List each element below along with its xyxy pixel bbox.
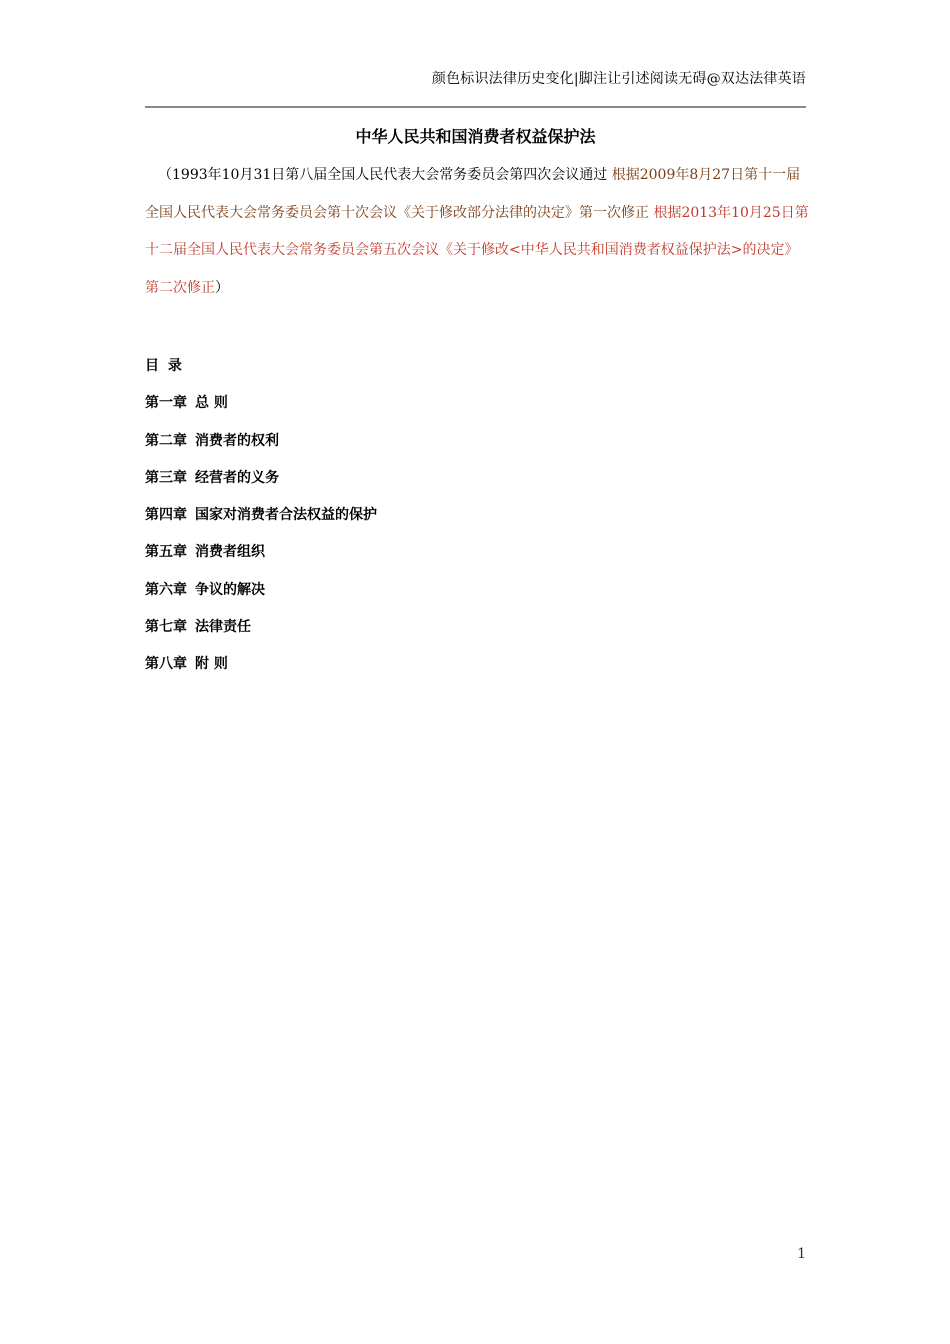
preamble-paragraph — [145, 157, 810, 307]
chapter-number: 第三章 — [145, 469, 187, 486]
toc-heading: 目 录 — [145, 358, 184, 374]
chapter-title: 法律责任 — [195, 619, 251, 636]
running-header: 颜色标识法律历史变化|脚注让引述阅读无碍@双达法律英语 — [431, 71, 806, 87]
chapter-title: 总 则 — [195, 395, 228, 412]
chapter-number: 第五章 — [145, 544, 187, 561]
toc-item-chapter-1[interactable] — [145, 385, 377, 422]
toc-item-chapter-3[interactable] — [145, 460, 377, 497]
chapter-number: 第七章 — [145, 619, 187, 636]
preamble-adoption-note: （1993年10月31日第八届全国人民代表大会常务委员会第四次会议通过 — [158, 167, 612, 183]
first-amendment-note: 根据2009年8月27日第十一届全国人民代表大会常务委员会第十次会议《关于修改部分法律的决定》第一次修正 — [145, 167, 801, 221]
chapter-number: 第八章 — [145, 656, 187, 673]
header-divider — [145, 106, 806, 108]
toc-item-chapter-8[interactable] — [145, 646, 377, 683]
chapter-title: 国家对消费者合法权益的保护 — [195, 507, 377, 524]
page-number: 1 — [797, 1246, 806, 1262]
chapter-title: 消费者的权利 — [195, 432, 279, 449]
table-of-contents — [145, 348, 377, 684]
toc-item-chapter-2[interactable] — [145, 423, 377, 460]
chapter-title: 争议的解决 — [195, 581, 265, 598]
chapter-number: 第六章 — [145, 581, 187, 598]
chapter-number: 第四章 — [145, 507, 187, 524]
chapter-title: 消费者组织 — [195, 544, 265, 561]
toc-item-chapter-6[interactable] — [145, 572, 377, 609]
document-title: 中华人民共和国消费者权益保护法 — [355, 127, 596, 146]
toc-item-chapter-5[interactable] — [145, 534, 377, 571]
toc-item-chapter-7[interactable] — [145, 609, 377, 646]
preamble-close-paren: ） — [215, 279, 229, 296]
chapter-title: 附 则 — [195, 656, 228, 673]
chapter-title: 经营者的义务 — [195, 469, 279, 486]
chapter-number: 第一章 — [145, 395, 187, 412]
toc-item-chapter-4[interactable] — [145, 497, 377, 534]
second-amendment-note: 根据2013年10月25日第十二届全国人民代表大会常务委员会第五次会议《关于修改<中华人民共和国消费者权益保护法>的决定》第二次修正 — [145, 204, 809, 296]
chapter-number: 第二章 — [145, 432, 187, 449]
